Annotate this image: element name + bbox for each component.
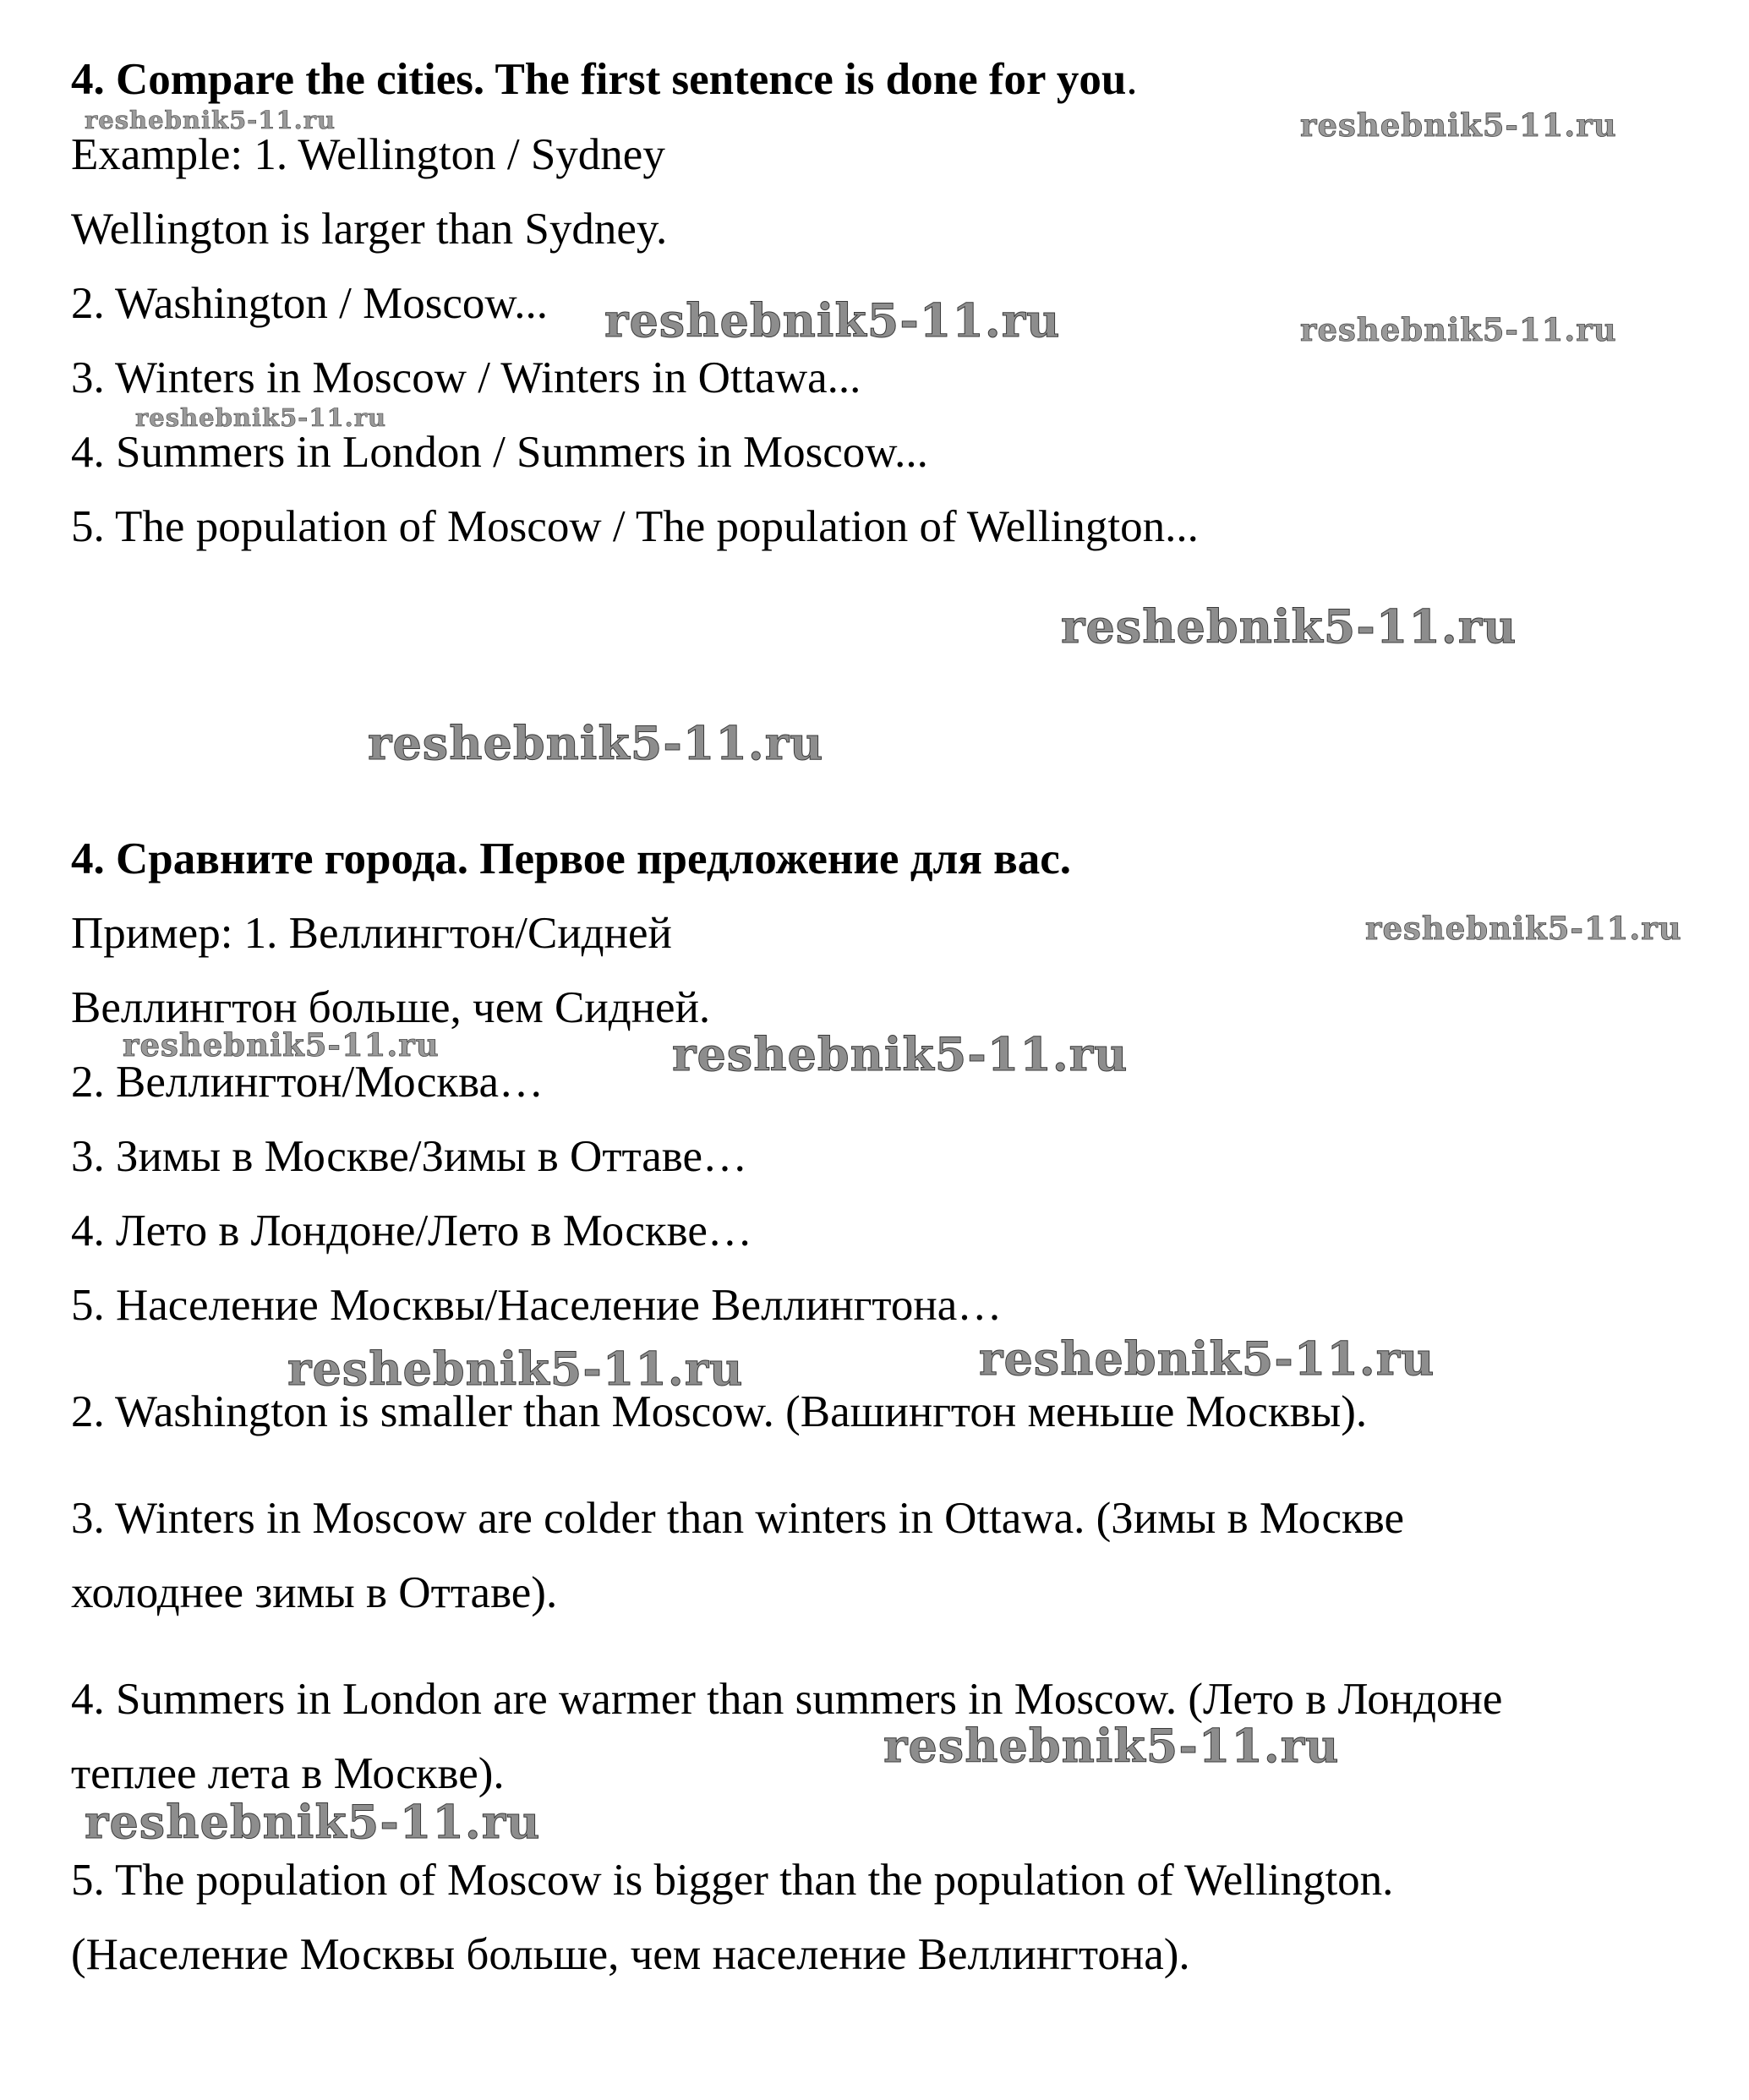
task-item-ru: 2. Веллингтон/Москва… xyxy=(71,1058,544,1107)
task-heading-en xyxy=(71,52,1138,107)
task-item-en: 2. Washington / Moscow... xyxy=(71,279,549,328)
task-heading-en-period: . xyxy=(1126,55,1138,104)
example-answer-ru: Веллингтон больше, чем Сидней. xyxy=(71,983,711,1032)
task-heading-ru: 4. Сравните города. Первое предложение для вас. xyxy=(71,834,1072,883)
watermark: reshebnik5-11.ru xyxy=(368,716,824,770)
task-item-ru: 4. Лето в Лондоне/Лето в Москве… xyxy=(71,1206,752,1255)
watermark: reshebnik5-11.ru xyxy=(1365,910,1682,947)
answer-line: 2. Washington is smaller than Moscow. (Вашингтон меньше Москвы). xyxy=(71,1387,1368,1436)
watermark: reshebnik5-11.ru xyxy=(1061,599,1517,654)
task-item-en: 4. Summers in London / Summers in Moscow... xyxy=(71,428,928,477)
watermark: reshebnik5-11.ru xyxy=(883,1719,1340,1773)
example-label-en: Example: 1. Wellington / Sydney xyxy=(71,130,665,179)
watermark: reshebnik5-11.ru xyxy=(604,293,1061,347)
task-heading-en-text: 4. Compare the cities. The first sentence is done for you xyxy=(71,55,1127,104)
answer-line: 3. Winters in Moscow are colder than winters in Ottawa. (Зимы в Москве xyxy=(71,1494,1405,1543)
answer-line: 4. Summers in London are warmer than summers in Moscow. (Лето в Лондоне xyxy=(71,1675,1503,1724)
example-answer-en: Wellington is larger than Sydney. xyxy=(71,205,668,254)
watermark: reshebnik5-11.ru xyxy=(287,1342,744,1396)
watermark: reshebnik5-11.ru xyxy=(123,1026,440,1064)
task-item-en: 5. The population of Moscow / The population of Wellington... xyxy=(71,502,1199,551)
answer-line: (Население Москвы больше, чем население Веллингтона). xyxy=(71,1930,1190,1979)
task-item-ru: 5. Население Москвы/Население Веллингтона… xyxy=(71,1281,1003,1330)
watermark: reshebnik5-11.ru xyxy=(85,1795,541,1849)
answer-line: теплее лета в Москве). xyxy=(71,1749,505,1798)
example-label-ru: Пример: 1. Веллингтон/Сидней xyxy=(71,909,672,958)
task-item-ru: 3. Зимы в Москве/Зимы в Оттаве… xyxy=(71,1132,748,1181)
answer-line: 5. The population of Moscow is bigger than the population of Wellington. xyxy=(71,1856,1394,1905)
watermark: reshebnik5-11.ru xyxy=(1300,311,1617,348)
task-item-en: 3. Winters in Moscow / Winters in Ottawa... xyxy=(71,353,861,402)
answer-line: холоднее зимы в Оттаве). xyxy=(71,1568,558,1617)
watermark: reshebnik5-11.ru xyxy=(1300,107,1617,144)
watermark: reshebnik5-11.ru xyxy=(135,403,387,432)
watermark: reshebnik5-11.ru xyxy=(979,1332,1435,1386)
watermark: reshebnik5-11.ru xyxy=(672,1027,1129,1081)
watermark: reshebnik5-11.ru xyxy=(85,106,336,134)
